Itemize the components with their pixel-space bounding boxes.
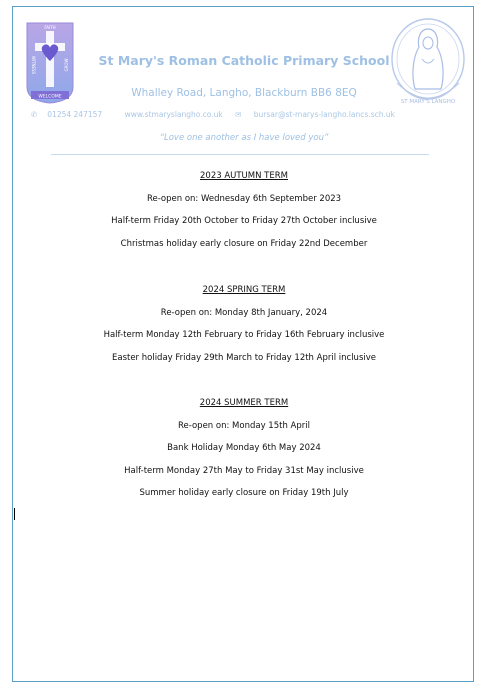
- header-divider: [51, 154, 429, 155]
- school-address: Whalley Road, Langho, Blackburn BB6 8EQ: [131, 87, 357, 99]
- document-page: [12, 6, 474, 682]
- logo-right-text: ST MARY'S LANGHO: [400, 99, 456, 105]
- envelope-icon: ✉: [235, 110, 242, 119]
- text-cursor: [14, 508, 15, 520]
- school-name: St Mary's Roman Catholic Primary School: [98, 53, 390, 68]
- term-line: Half-term Monday 12th February to Friday 16th February inclusive: [103, 330, 385, 340]
- phone-icon: ✆: [31, 110, 38, 119]
- logo-left-text-witness: WITNESS: [31, 55, 36, 75]
- term-line: Half-term Friday 20th October to Friday 27th October inclusive: [111, 216, 377, 226]
- phone-number: ✆ 01254 247157: [31, 110, 103, 119]
- logo-left-text-grow: GROW: [64, 58, 69, 72]
- term-line: Half-term Monday 27th May to Friday 31st May inclusive: [124, 465, 364, 476]
- term-line: Bank Holiday Monday 6th May 2024: [167, 443, 321, 453]
- logo-left-text-faith: FAITH: [44, 25, 56, 30]
- term-line: Christmas holiday early closure on Friday 22nd December: [120, 238, 368, 249]
- term-line: Re-open on: Wednesday 6th September 2023: [146, 193, 342, 204]
- school-motto: “Love one another as I have loved you”: [159, 133, 329, 143]
- term-spring-2024: [13, 283, 475, 373]
- term-line: Re-open on: Monday 8th January, 2024: [160, 307, 328, 318]
- term-line: Easter holiday Friday 29th March to Friday 12th April inclusive: [111, 352, 376, 363]
- website-link[interactable]: www.stmaryslangho.co.uk: [124, 110, 223, 119]
- term-title: 2024 SUMMER TERM: [199, 398, 289, 408]
- logo-left-text-welcome: WELCOME: [38, 94, 62, 100]
- term-title: 2024 SPRING TERM: [202, 285, 286, 295]
- email-link[interactable]: ✉ bursar@st-marys-langho.lancs.sch.uk: [235, 110, 395, 119]
- term-line: Re-open on: Monday 15th April: [178, 420, 310, 431]
- term-autumn-2023: [13, 169, 475, 259]
- term-summer-2024: [13, 396, 475, 509]
- term-title: 2023 AUTUMN TERM: [200, 171, 288, 181]
- contact-line: [31, 110, 415, 119]
- term-line: Summer holiday early closure on Friday 19th July: [139, 488, 349, 498]
